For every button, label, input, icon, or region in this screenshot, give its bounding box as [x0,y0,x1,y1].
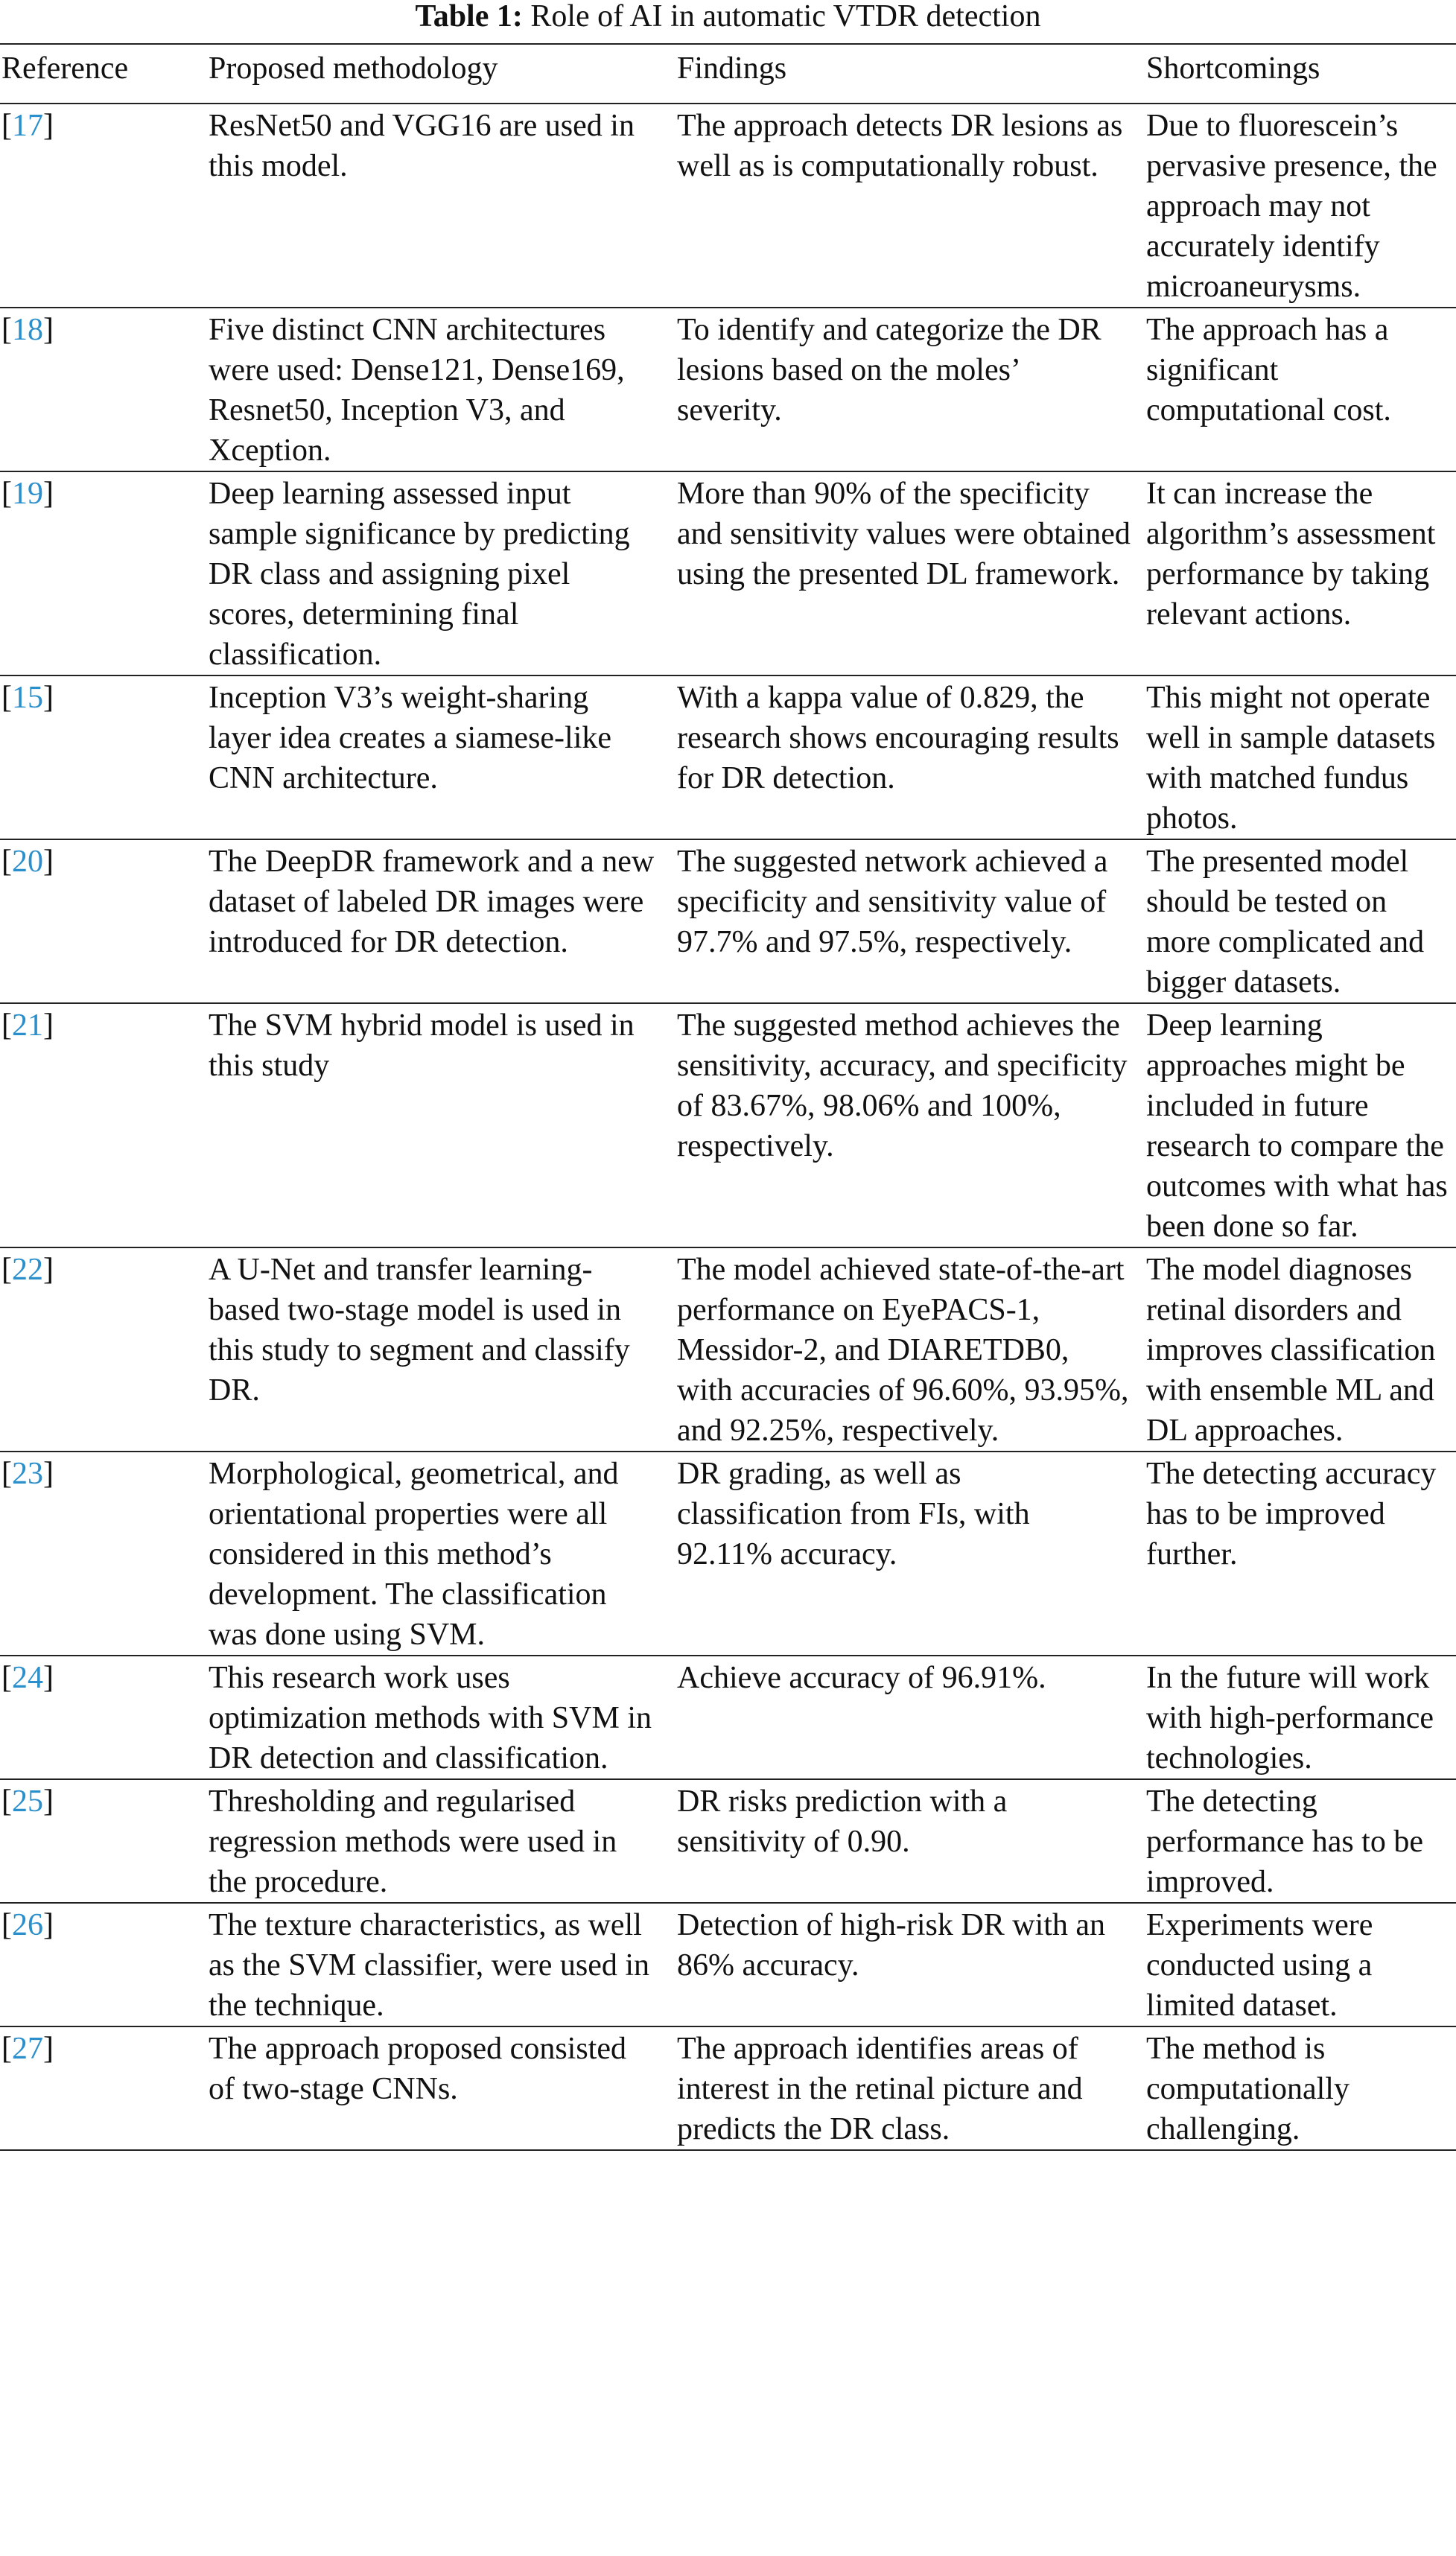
table-caption [0,0,1456,36]
reference-bracket: [ [1,477,12,511]
table-row [0,1003,1456,1247]
reference-link[interactable]: 18 [12,313,43,347]
reference-bracket: ] [43,1457,54,1491]
table-row [0,675,1456,839]
findings-cell: Achieve accuracy of 96.91%. [675,1656,1145,1779]
reference-bracket: ] [43,313,54,347]
reference-bracket: ] [43,845,54,879]
reference-bracket: [ [1,109,12,143]
reference-bracket: [ [1,2032,12,2066]
methodology-cell: Thresholding and regularised regression methods were used in the procedure. [206,1779,675,1903]
shortcomings-cell: In the future will work with high-performance technologies. [1145,1656,1456,1779]
reference-bracket: [ [1,1253,12,1287]
reference-cell [0,471,206,675]
shortcomings-cell: The method is computationally challenging. [1145,2026,1456,2150]
reference-bracket: [ [1,1457,12,1491]
vtdr-table [0,43,1456,2151]
shortcomings-cell: The detecting performance has to be improved. [1145,1779,1456,1903]
methodology-cell: This research work uses optimization methods with SVM in DR detection and classification. [206,1656,675,1779]
reference-bracket: ] [43,1784,54,1819]
reference-link[interactable]: 27 [12,2032,43,2066]
reference-link[interactable]: 15 [12,681,43,715]
reference-link[interactable]: 24 [12,1661,43,1695]
reference-cell [0,1779,206,1903]
reference-cell [0,1452,206,1656]
table-body [0,104,1456,2150]
table-caption-text: Role of AI in automatic VTDR detection [530,0,1041,34]
table-row [0,308,1456,471]
reference-link[interactable]: 23 [12,1457,43,1491]
reference-bracket: ] [43,109,54,143]
methodology-cell: Deep learning assessed input sample significance by predicting DR class and assigning pixel scores, determining final classification. [206,471,675,675]
header-reference: Reference [0,44,206,104]
findings-cell: DR grading, as well as classification from FIs, with 92.11% accuracy. [675,1452,1145,1656]
findings-cell: The approach identifies areas of interest in the retinal picture and predicts the DR class. [675,2026,1145,2150]
findings-cell: To identify and categorize the DR lesions based on the moles’ severity. [675,308,1145,471]
reference-cell [0,839,206,1003]
methodology-cell: Morphological, geometrical, and orientational properties were all considered in this method’s development. The classification was done using SVM. [206,1452,675,1656]
methodology-cell: Five distinct CNN architectures were used: Dense121, Dense169, Resnet50, Inception V3, and Xception. [206,308,675,471]
reference-bracket: [ [1,1661,12,1695]
reference-bracket: [ [1,845,12,879]
reference-cell [0,675,206,839]
methodology-cell: The SVM hybrid model is used in this study [206,1003,675,1247]
table-row [0,471,1456,675]
reference-cell [0,2026,206,2150]
reference-bracket: ] [43,1008,54,1043]
header-findings: Findings [675,44,1145,104]
methodology-cell: ResNet50 and VGG16 are used in this model. [206,104,675,308]
table-row [0,839,1456,1003]
findings-cell: Detection of high-risk DR with an 86% accuracy. [675,1903,1145,2026]
reference-cell [0,308,206,471]
reference-bracket: [ [1,681,12,715]
methodology-cell: The DeepDR framework and a new dataset of labeled DR images were introduced for DR detection. [206,839,675,1003]
methodology-cell: The approach proposed consisted of two-stage CNNs. [206,2026,675,2150]
table-header-row [0,44,1456,104]
table-row [0,104,1456,308]
table-row [0,1903,1456,2026]
shortcomings-cell: Experiments were conducted using a limited dataset. [1145,1903,1456,2026]
reference-cell [0,1247,206,1452]
table-caption-label: Table 1: [415,0,523,34]
reference-bracket: ] [43,1661,54,1695]
table-row [0,1656,1456,1779]
reference-cell [0,1903,206,2026]
reference-cell [0,104,206,308]
reference-link[interactable]: 25 [12,1784,43,1819]
methodology-cell: The texture characteristics, as well as the SVM classifier, were used in the technique. [206,1903,675,2026]
findings-cell: DR risks prediction with a sensitivity of 0.90. [675,1779,1145,1903]
reference-link[interactable]: 20 [12,845,43,879]
shortcomings-cell: The detecting accuracy has to be improved further. [1145,1452,1456,1656]
shortcomings-cell: Due to fluorescein’s pervasive presence, the approach may not accurately identify microaneurysms. [1145,104,1456,308]
methodology-cell: A U-Net and transfer learning-based two-stage model is used in this study to segment and classify DR. [206,1247,675,1452]
table-row [0,2026,1456,2150]
shortcomings-cell: It can increase the algorithm’s assessment performance by taking relevant actions. [1145,471,1456,675]
shortcomings-cell: This might not operate well in sample datasets with matched fundus photos. [1145,675,1456,839]
table-row [0,1247,1456,1452]
reference-bracket: [ [1,1784,12,1819]
reference-bracket: [ [1,1908,12,1942]
table-row [0,1779,1456,1903]
reference-bracket: [ [1,313,12,347]
shortcomings-cell: Deep learning approaches might be included in future research to compare the outcomes with what has been done so far. [1145,1003,1456,1247]
reference-bracket: ] [43,1908,54,1942]
reference-bracket: ] [43,2032,54,2066]
reference-bracket: ] [43,477,54,511]
reference-bracket: ] [43,1253,54,1287]
table-row [0,1452,1456,1656]
reference-link[interactable]: 21 [12,1008,43,1043]
reference-link[interactable]: 26 [12,1908,43,1942]
shortcomings-cell: The presented model should be tested on more complicated and bigger datasets. [1145,839,1456,1003]
reference-cell [0,1656,206,1779]
reference-link[interactable]: 19 [12,477,43,511]
shortcomings-cell: The model diagnoses retinal disorders and improves classification with ensemble ML and DL approaches. [1145,1247,1456,1452]
header-shortcomings: Shortcomings [1145,44,1456,104]
reference-bracket: ] [43,681,54,715]
findings-cell: With a kappa value of 0.829, the research shows encouraging results for DR detection. [675,675,1145,839]
reference-bracket: [ [1,1008,12,1043]
reference-cell [0,1003,206,1247]
findings-cell: The model achieved state-of-the-art performance on EyePACS-1, Messidor-2, and DIARETDB0, with accuracies of 96.60%, 93.95%, and 92.25%, respectively. [675,1247,1145,1452]
findings-cell: More than 90% of the specificity and sensitivity values were obtained using the presented DL framework. [675,471,1145,675]
reference-link[interactable]: 17 [12,109,43,143]
header-proposed-methodology: Proposed methodology [206,44,675,104]
findings-cell: The approach detects DR lesions as well as is computationally robust. [675,104,1145,308]
methodology-cell: Inception V3’s weight-sharing layer idea creates a siamese-like CNN architecture. [206,675,675,839]
findings-cell: The suggested network achieved a specificity and sensitivity value of 97.7% and 97.5%, respectively. [675,839,1145,1003]
reference-link[interactable]: 22 [12,1253,43,1287]
findings-cell: The suggested method achieves the sensitivity, accuracy, and specificity of 83.67%, 98.06% and 100%, respectively. [675,1003,1145,1247]
shortcomings-cell: The approach has a significant computational cost. [1145,308,1456,471]
